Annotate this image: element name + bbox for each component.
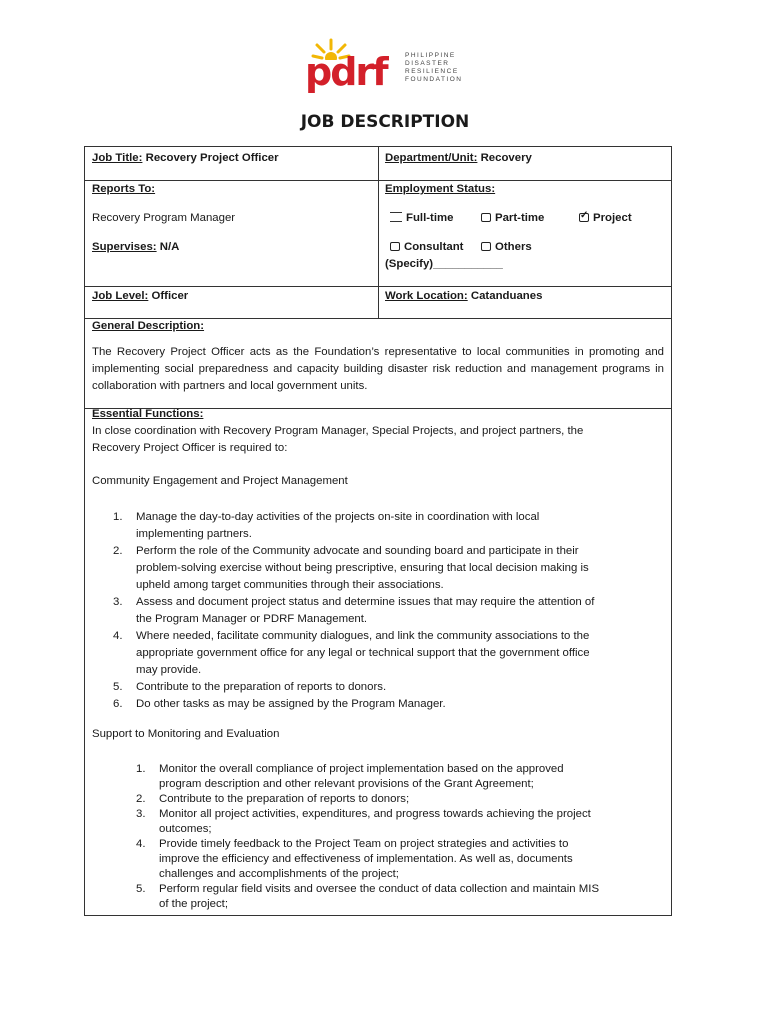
reports-to-label: Reports To: <box>92 183 156 195</box>
list-item-line: Monitor all project activities, expenditures, and progress towards achieving the project <box>159 808 591 820</box>
job-level-field: Job Level: Officer <box>92 290 189 302</box>
column-divider <box>378 147 379 318</box>
list-item-line: implementing partners. <box>136 528 252 540</box>
section-monitoring-title: Support to Monitoring and Evaluation <box>92 728 280 740</box>
status-project[interactable]: ✓ Project <box>579 212 632 224</box>
general-description-section <box>85 318 671 409</box>
list-number: 1. <box>113 511 123 523</box>
list-item <box>85 762 671 792</box>
list-item-line: Manage the day-to-day activities of the projects on-site in coordination with local <box>136 511 540 523</box>
page-title: JOB DESCRIPTION <box>300 112 470 132</box>
list-item <box>85 882 671 912</box>
department-field: Department/Unit: Recovery <box>385 152 532 164</box>
work-location-field: Work Location: Catanduanes <box>385 290 543 302</box>
list-item-line: outcomes; <box>159 823 212 835</box>
list-item-line: Provide timely feedback to the Project Team on project strategies and activities to <box>159 838 569 850</box>
logo-wordmark: pdrf <box>305 50 387 94</box>
logo-org-name: PHILIPPINE DISASTER RESILIENCE FOUNDATION <box>405 52 463 83</box>
list-number: 2. <box>136 793 146 805</box>
list-item-line: appropriate government office for any legal or technical support that the government office <box>136 647 590 659</box>
list-item-line: upheld among target communities through their associations. <box>136 579 444 591</box>
community-engagement-list <box>85 509 671 713</box>
list-item <box>85 679 671 696</box>
supervises-field: Supervises: N/A <box>92 241 180 253</box>
essential-intro-line2: Recovery Project Officer is required to: <box>92 442 288 454</box>
list-item-line: Do other tasks as may be assigned by the Program Manager. <box>136 698 446 710</box>
list-number: 4. <box>113 630 123 642</box>
list-item <box>85 594 671 628</box>
checkbox-icon <box>481 213 491 222</box>
status-others[interactable]: Others <box>481 241 532 253</box>
list-item-line: problem-solving exercise without being prescriptive, ensuring that local decision making is <box>136 562 589 574</box>
list-number: 6. <box>113 698 123 710</box>
essential-intro-line1: In close coordination with Recovery Program Manager, Special Projects, and project partners, the <box>92 425 584 437</box>
list-item-line: Assess and document project status and determine issues that may require the attention of <box>136 596 595 608</box>
list-number: 5. <box>136 883 146 895</box>
pdrf-logo <box>305 38 475 94</box>
list-item-line: the Program Manager or PDRF Management. <box>136 613 368 625</box>
list-item-line: challenges and accomplishments of the project; <box>159 868 399 880</box>
list-number: 5. <box>113 681 123 693</box>
list-number: 4. <box>136 838 146 850</box>
list-item-line: program description and other relevant provisions of the Grant Agreement; <box>159 778 534 790</box>
list-item-line: Contribute to the preparation of reports to donors. <box>136 681 387 693</box>
essential-functions-heading: Essential Functions: <box>92 408 204 420</box>
job-title-field: Job Title: Recovery Project Officer <box>92 152 279 164</box>
monitoring-evaluation-list <box>85 762 671 912</box>
reports-to-value: Recovery Program Manager <box>92 212 236 224</box>
general-description-text: The Recovery Project Officer acts as the Foundation’s representative to local communities in promoting and implementing social preparedness and capacity building disaster risk reduction and management programs in collaboration with partners and local government units. <box>92 346 664 392</box>
checkbox-icon <box>390 242 400 251</box>
job-description-table <box>84 146 672 916</box>
list-item-line: of the project; <box>159 898 229 910</box>
status-consultant[interactable]: Consultant <box>390 241 463 253</box>
list-number: 3. <box>136 808 146 820</box>
list-item <box>85 696 671 713</box>
list-item-line: Perform regular field visits and oversee the conduct of data collection and maintain MIS <box>159 883 600 895</box>
checkbox-icon <box>481 242 491 251</box>
list-item <box>85 509 671 543</box>
list-item-line: Where needed, facilitate community dialogues, and link the community associations to the <box>136 630 590 642</box>
list-item <box>85 792 671 807</box>
list-number: 1. <box>136 763 146 775</box>
list-item <box>85 628 671 679</box>
list-item <box>85 807 671 837</box>
status-specify: (Specify)___________ <box>385 258 503 270</box>
list-item-line: may provide. <box>136 664 202 676</box>
general-description-heading: General Description: <box>92 320 205 332</box>
list-item <box>85 543 671 594</box>
employment-status-label: Employment Status: <box>385 183 496 195</box>
list-item-line: Perform the role of the Community advocate and sounding board and participate in their <box>136 545 579 557</box>
status-fulltime[interactable]: Full-time <box>390 212 453 224</box>
section-community-engagement-title: Community Engagement and Project Management <box>92 475 348 487</box>
list-item <box>85 837 671 882</box>
list-item-line: improve the efficiency and effectiveness of implementation. As well as, documents <box>159 853 573 865</box>
list-item-line: Contribute to the preparation of reports to donors; <box>159 793 410 805</box>
checkbox-checked-icon <box>579 213 589 222</box>
status-parttime[interactable]: Part-time <box>481 212 544 224</box>
list-number: 3. <box>113 596 123 608</box>
list-item-line: Monitor the overall compliance of project implementation based on the approved <box>159 763 564 775</box>
list-number: 2. <box>113 545 123 557</box>
fulltime-mark-icon <box>390 212 402 222</box>
